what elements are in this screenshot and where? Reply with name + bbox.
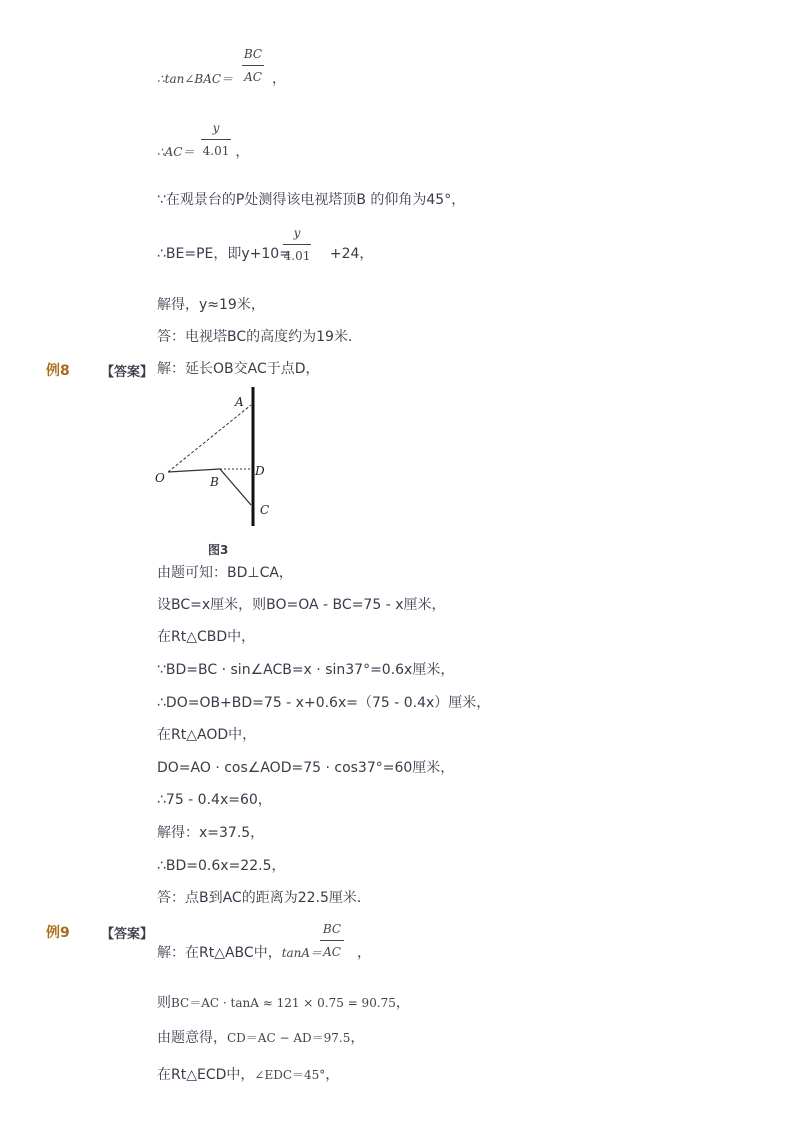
rt-ecd-line <box>157 1066 339 1084</box>
be-line <box>157 245 373 263</box>
ex8-intro: 解：延长OB交AC于点D， <box>157 361 320 377</box>
fraction-y-401 <box>201 121 231 158</box>
fraction-denominator: AC <box>244 70 262 84</box>
bd2-line: ∴BD=0.6x=22.5， <box>157 858 286 874</box>
rt-cbd-line: 在Rt△CBD中， <box>157 629 256 645</box>
cd-equation: CD＝AC − AD＝97.5 <box>227 1031 351 1045</box>
figure-caption: 图3 <box>208 543 229 557</box>
ex9-tan: tanA＝ <box>281 946 323 960</box>
observation-line: ∵在观景台的P处测得该电视塔顶B 的仰角为45°， <box>157 192 466 208</box>
tan-bac-suffix: ， <box>271 71 286 87</box>
example-9-label: 例9 <box>46 925 70 941</box>
solve-y-line: 解得，y≈19米， <box>157 297 265 313</box>
rt-ecd-suffix: ， <box>325 1067 340 1083</box>
example-8-label: 例8 <box>46 363 70 379</box>
do2-line: DO=AO · cos∠AOD=75 · cos37°=60厘米， <box>157 760 455 776</box>
fraction-numerator: BC <box>322 922 342 936</box>
cd-value-line <box>157 1029 364 1047</box>
rt-ecd-prefix: 在Rt△ECD中， <box>157 1067 255 1083</box>
cd-prefix: 由题意得， <box>157 1030 227 1046</box>
tan-bac-prefix: ∴tan∠BAC＝ <box>157 72 234 86</box>
do-line: ∴DO=OB+BD=75 - x+0.6x=（75 - 0.4x）厘米， <box>157 695 491 711</box>
fraction-denominator: 4.01 <box>283 249 311 263</box>
bc-prefix: 则 <box>157 995 171 1011</box>
fraction-numerator: y <box>212 121 220 135</box>
answer7-line: 答：电视塔BC的高度约为19米． <box>157 329 362 345</box>
bc-suffix: ， <box>395 995 410 1011</box>
fraction-bar <box>242 65 264 66</box>
label-a: A <box>235 395 244 409</box>
cd-suffix: ， <box>350 1030 365 1046</box>
fraction-numerator: y <box>293 226 301 240</box>
fraction-bar <box>201 139 231 140</box>
label-o: O <box>155 471 165 485</box>
eq-line: ∴75 - 0.4x=60， <box>157 792 272 808</box>
tan-bac-line <box>157 70 286 88</box>
dashed-oa-line <box>168 405 251 472</box>
ex9-comma: ， <box>356 945 371 961</box>
bc-line <box>220 469 251 505</box>
figure-3-diagram <box>150 383 280 533</box>
ex9-intro: 解：在Rt△ABC中， <box>157 945 282 961</box>
label-b: B <box>210 475 219 489</box>
label-d: D <box>255 464 265 478</box>
fraction-bc-ac-9 <box>320 922 344 959</box>
fraction-y-401-b <box>283 226 311 263</box>
answer8-line: 答：点B到AC的距离为22.5厘米． <box>157 890 371 906</box>
be-prefix: ∴BE=PE，即y+10= <box>157 246 291 262</box>
be-suffix: +24， <box>329 246 374 262</box>
fraction-bc-ac <box>242 47 264 84</box>
bc-value-line <box>157 994 410 1012</box>
x-line: 解得：x=37.5， <box>157 825 265 841</box>
fraction-numerator: BC <box>243 47 263 61</box>
ac-prefix: ∴AC＝ <box>157 145 195 159</box>
rt-aod-line: 在Rt△AOD中， <box>157 727 257 743</box>
perp-line: 由题可知：BD⊥CA， <box>157 565 293 581</box>
ac-suffix: ， <box>235 144 250 160</box>
answer-tag-9: 【答案】 <box>101 927 154 942</box>
fraction-bar <box>283 244 311 245</box>
fraction-denominator: AC <box>323 945 341 959</box>
bc-equation: BC＝AC · tanA ≈ 121 × 0.75 = 90.75 <box>171 996 396 1010</box>
set-line: 设BC=x厘米，则BO=OA - BC=75 - x厘米， <box>157 597 446 613</box>
fraction-bar <box>320 940 344 941</box>
fraction-denominator: 4.01 <box>202 144 230 158</box>
ob-line <box>168 469 220 472</box>
bd-line: ∵BD=BC · sin∠ACB=x · sin37°=0.6x厘米， <box>157 662 455 678</box>
edc-angle: ∠EDC＝45° <box>254 1068 326 1082</box>
label-c: C <box>260 503 270 517</box>
answer-tag-8: 【答案】 <box>101 365 154 380</box>
